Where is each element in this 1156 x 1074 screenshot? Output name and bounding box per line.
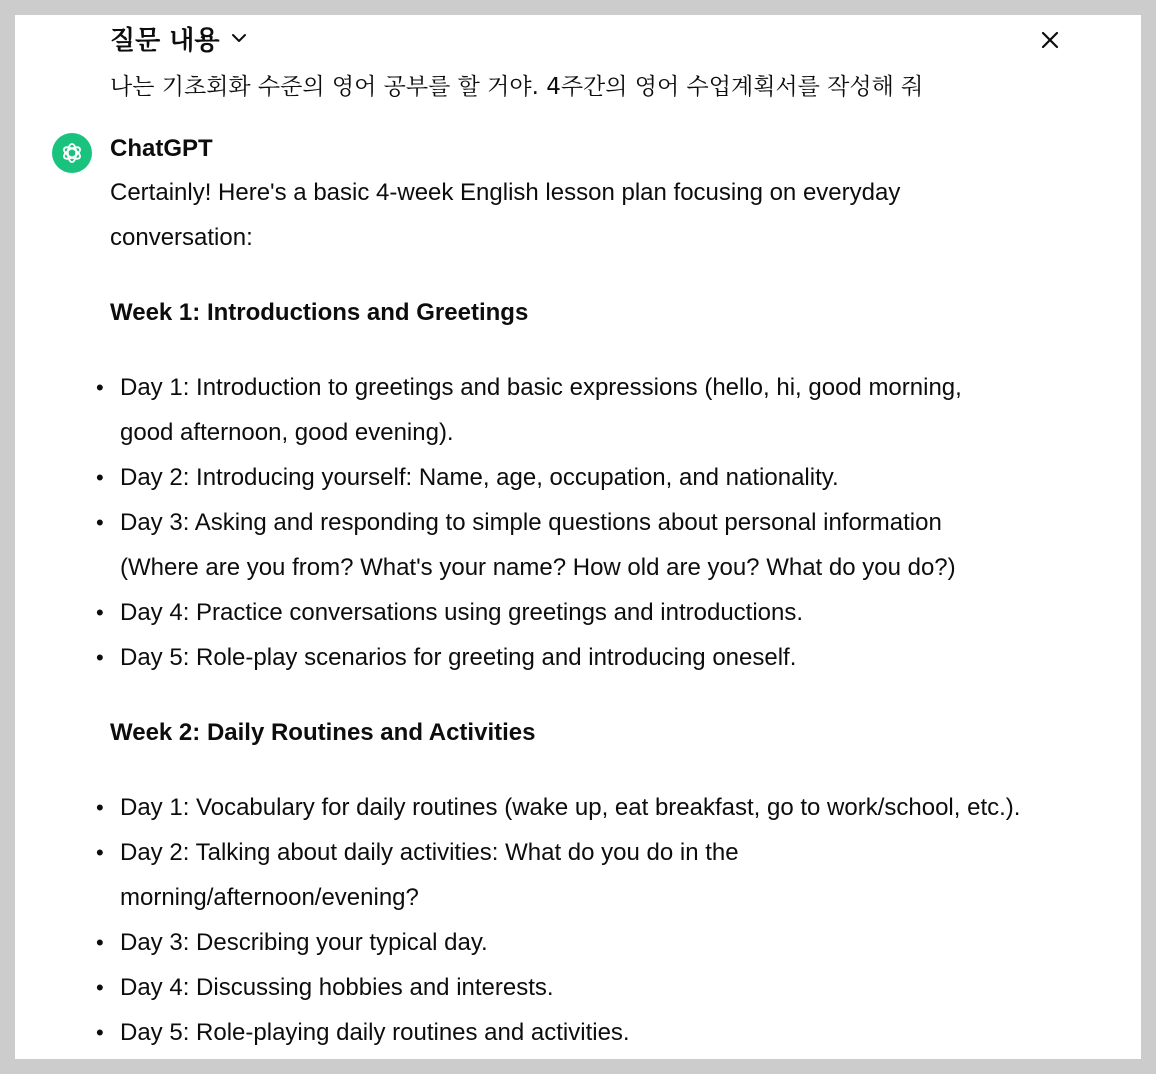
list-item: • Day 4: Discussing hobbies and interests. xyxy=(110,965,1070,1010)
question-header xyxy=(110,20,248,56)
bullet: • xyxy=(96,795,104,820)
question-title: 질문 내용 xyxy=(110,25,220,56)
question-text: 나는 기초회화 수준의 영어 공부를 할 거야. 4주간의 영어 수업계획서를 작성해 줘 xyxy=(110,74,924,100)
chatgpt-avatar xyxy=(52,133,92,173)
list-item: • Day 5: Role-play scenarios for greeting and introducing oneself. xyxy=(110,635,1010,680)
bullet: • xyxy=(96,600,104,625)
list-item: • Day 4: Practice conversations using greetings and introductions. xyxy=(110,590,1010,635)
week-2-heading: Week 2: Daily Routines and Activities xyxy=(110,719,536,746)
openai-logo-icon xyxy=(59,140,85,166)
bullet: • xyxy=(96,975,104,1000)
bullet: • xyxy=(96,510,104,535)
bullet: • xyxy=(96,930,104,955)
response-content xyxy=(96,170,1110,1055)
answer-panel xyxy=(15,15,1141,1059)
week-1-list xyxy=(96,365,1010,680)
list-item: • Day 3: Describing your typical day. xyxy=(110,920,1070,965)
list-item: • Day 2: Talking about daily activities: What do you do in the morning/afternoon/evening? xyxy=(110,830,800,920)
bullet: • xyxy=(96,840,104,865)
bullet: • xyxy=(96,645,104,670)
list-item: • Day 1: Vocabulary for daily routines (wake up, eat breakfast, go to work/school, etc.). xyxy=(110,785,1070,830)
author-name: ChatGPT xyxy=(110,135,213,162)
list-item: • Day 5: Role-playing daily routines and activities. xyxy=(110,1010,1070,1055)
week-2-list xyxy=(96,785,1070,1055)
response-intro: Certainly! Here's a basic 4-week English lesson plan focusing on everyday conversation: xyxy=(110,179,901,251)
close-icon[interactable] xyxy=(1037,27,1063,53)
bullet: • xyxy=(96,465,104,490)
list-item: • Day 2: Introducing yourself: Name, age, occupation, and nationality. xyxy=(110,455,1010,500)
list-item: • Day 3: Asking and responding to simple questions about personal information (Where are you from? What's your name? How old are you? What do you do?) xyxy=(110,500,1010,590)
bullet: • xyxy=(96,1020,104,1045)
bullet: • xyxy=(96,375,104,400)
week-1-heading: Week 1: Introductions and Greetings xyxy=(110,299,529,326)
list-item: • Day 1: Introduction to greetings and basic expressions (hello, hi, good morning, good afternoon, good evening). xyxy=(110,365,1010,455)
chevron-down-icon[interactable] xyxy=(230,29,248,47)
